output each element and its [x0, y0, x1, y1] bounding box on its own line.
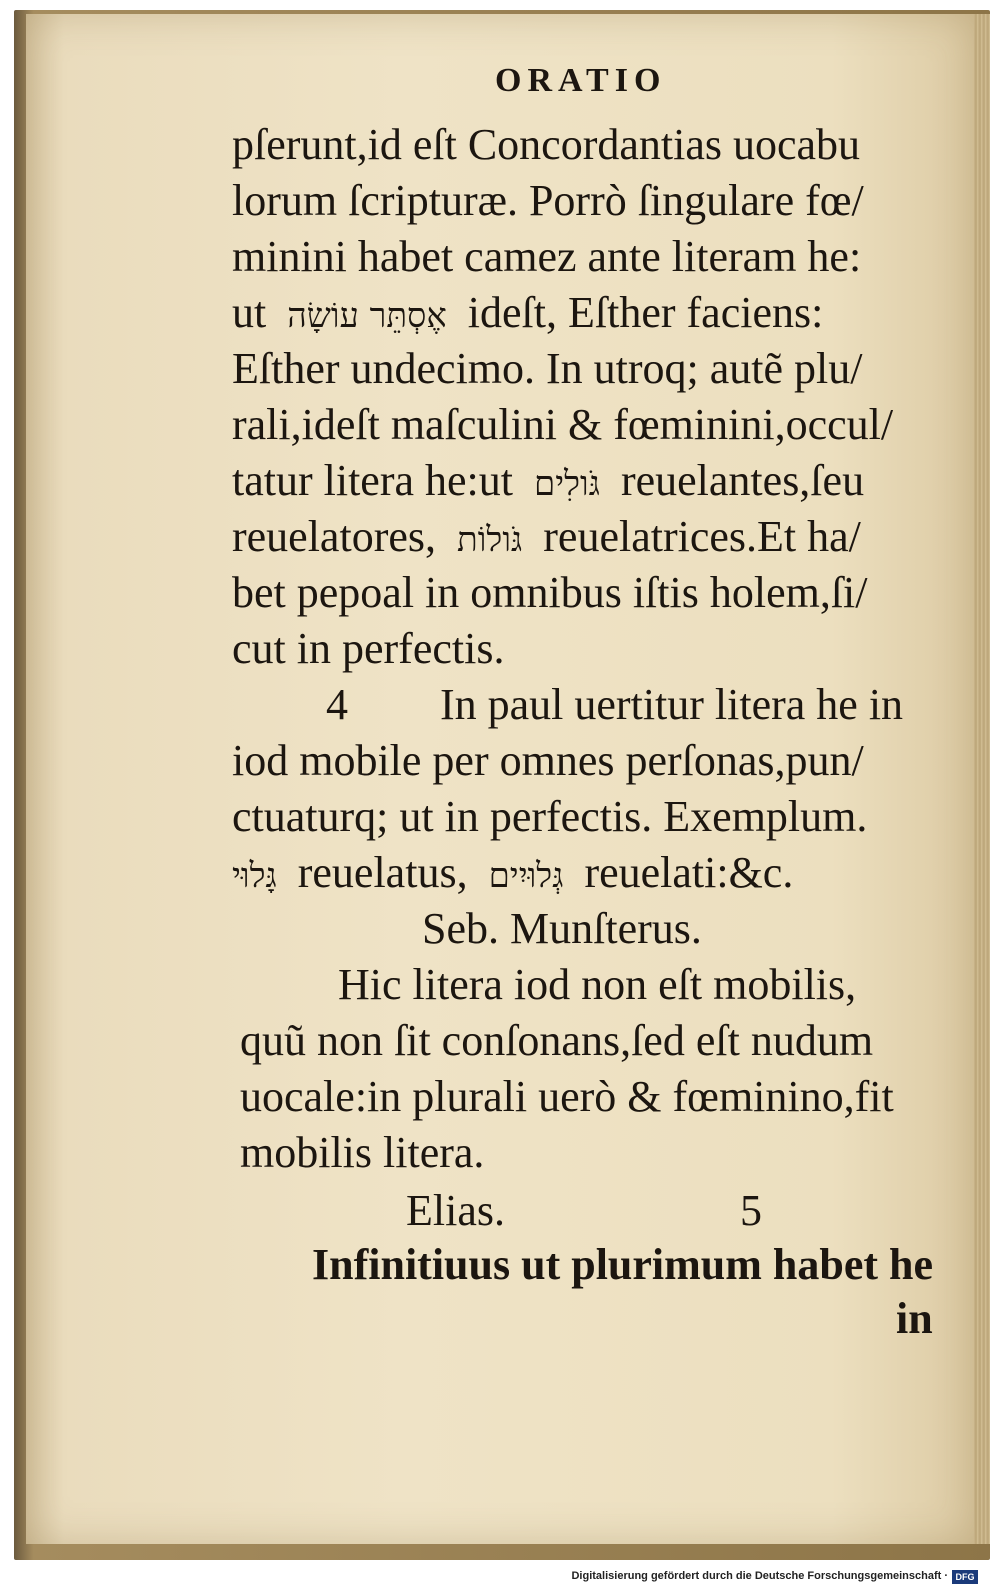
- text-line-5: Eſther undecimo. In utroq; autẽ plu/: [232, 344, 863, 393]
- text-line-4-before: ut: [232, 288, 267, 337]
- running-title: ORATIO: [495, 62, 667, 99]
- text-line-7-after: reuelantes,ſeu: [620, 456, 865, 505]
- text-line-17: quũ non ſit conſonans,ſed eſt nudum: [240, 1016, 874, 1065]
- text-line-4: [232, 286, 823, 343]
- hebrew-word-galui: גָּלוּי: [232, 856, 277, 896]
- book-page: [26, 14, 974, 1544]
- text-line-9: bet pepoal in omnibus iſtis holem,ſi/: [232, 568, 868, 617]
- text-line-16: Hic litera iod non eſt mobilis,: [338, 960, 857, 1009]
- section-number-4: 4: [326, 680, 348, 729]
- author-attribution-elias: Elias.: [406, 1186, 505, 1235]
- text-line-7: [232, 454, 864, 511]
- text-line-7-before: tatur litera he:ut: [232, 456, 513, 505]
- hebrew-word-golot: גֹּולוֹת: [457, 520, 523, 560]
- text-line-8: [232, 510, 861, 567]
- text-line-12: iod mobile per omnes perſonas,pun/: [232, 736, 864, 785]
- section-number-5: 5: [740, 1186, 762, 1235]
- dfg-logo: DFG: [952, 1570, 978, 1584]
- digitization-footer: [0, 1566, 1000, 1591]
- text-line-14-after: reuelati:&c.: [584, 848, 794, 897]
- text-line-14: [232, 846, 793, 903]
- text-line-8-before: reuelatores,: [232, 512, 436, 561]
- text-line-2: lorum ſcripturæ. Porrò ſingulare fœ/: [232, 176, 864, 225]
- text-line-3: minini habet camez ante literam he:: [232, 232, 862, 281]
- text-line-1: pſerunt,id eſt Concordantias uocabu: [232, 120, 861, 169]
- text-line-21: Infinitiuus ut plurimum habet he: [312, 1240, 934, 1289]
- catchword: in: [896, 1294, 933, 1343]
- text-line-18: uocale:in plurali uerò & fœminino,fit: [240, 1072, 894, 1121]
- text-line-4-after: ideſt, Eſther faciens:: [467, 288, 824, 337]
- hebrew-word-golim: גֹּולִים: [534, 464, 600, 504]
- funding-credit: Digitalisierung gefördert durch die Deutsche Forschungsgemeinschaft ·: [571, 1570, 948, 1582]
- page-stack-edge: [974, 14, 990, 1544]
- hebrew-word-geluyim: גְּלוּיִים: [488, 856, 564, 896]
- text-line-19: mobilis litera.: [240, 1128, 485, 1177]
- text-line-6: rali,ideſt maſculini & fœminini,occul/: [232, 400, 894, 449]
- text-line-10: cut in perfectis.: [232, 624, 505, 673]
- text-line-8-after: reuelatrices.Et ha/: [543, 512, 861, 561]
- text-line-14-mid: reuelatus,: [297, 848, 468, 897]
- author-attribution-munsterus: Seb. Munſterus.: [422, 904, 702, 953]
- text-line-11: In paul uertitur litera he in: [440, 680, 904, 729]
- hebrew-word-esther: אֶסְתֵּר עוֹשָׂה: [287, 296, 447, 336]
- text-line-13: ctuaturq; ut in perfectis. Exemplum.: [232, 792, 868, 841]
